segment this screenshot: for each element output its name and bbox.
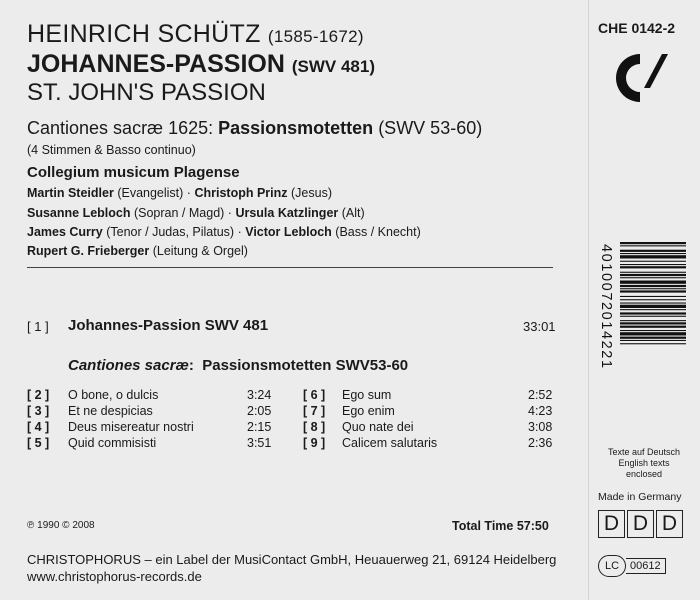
track-number: [ 9 ] (303, 436, 326, 450)
track-time: 2:15 (247, 420, 272, 434)
track-time: 4:23 (528, 404, 553, 418)
ddd-letter: D (598, 510, 625, 538)
track-title: Quo nate dei (342, 420, 414, 434)
barcode-bar (620, 316, 686, 317)
barcode (598, 240, 688, 440)
barcode-bar (620, 285, 686, 287)
barcode-bar (620, 309, 686, 310)
performer-role: (Bass / Knecht) (335, 225, 421, 239)
section-heading (68, 357, 408, 374)
divider (27, 267, 553, 268)
performer-name: Victor Lebloch (245, 225, 332, 239)
performer-role: (Jesus) (291, 186, 332, 200)
performer-name: Christoph Prinz (194, 186, 288, 200)
text-languages-note (598, 447, 690, 480)
composer-dates: (1585-1672) (267, 27, 364, 46)
track-title: Et ne despicias (68, 404, 153, 418)
track-number: [ 4 ] (27, 420, 50, 434)
note-line: Texte auf Deutsch (607, 447, 681, 457)
note-line: enclosed (625, 469, 663, 479)
track-time: 2:05 (247, 404, 272, 418)
section-title: Passionsmotetten SWV53-60 (202, 357, 409, 374)
barcode-bar (620, 277, 686, 278)
track-number: [ 3 ] (27, 404, 50, 418)
performer-name: Susanne Lebloch (27, 206, 131, 220)
track-title: Quid commisisti (68, 436, 157, 450)
track-time: 3:24 (247, 388, 272, 402)
total-time: Total Time 57:50 (452, 519, 549, 533)
track-number: [ 6 ] (303, 388, 326, 402)
track-number: [ 7 ] (303, 404, 326, 418)
performer-line (27, 244, 248, 258)
barcode-bar (620, 320, 686, 321)
barcode-bar (620, 326, 686, 328)
performer-name: Martin Steidler (27, 186, 114, 200)
barcode-bar (620, 296, 686, 297)
work-title-line (27, 50, 375, 79)
performer-line (27, 225, 421, 239)
barcode-bar (620, 242, 686, 244)
performer-line (27, 206, 365, 220)
cantiones-prefix: Cantiones sacræ 1625: (27, 118, 214, 138)
label-code (598, 555, 666, 577)
barcode-bar (620, 290, 686, 292)
section-colon: : (188, 357, 194, 374)
barcode-bar (620, 261, 686, 262)
barcode-bar (620, 322, 686, 324)
separator: · (227, 206, 232, 220)
performer-role: (Alt) (341, 206, 365, 220)
work-subtitle: ST. JOHN'S PASSION (27, 79, 266, 106)
christophorus-logo-icon (610, 48, 670, 108)
made-in: Made in Germany (598, 491, 682, 503)
cantiones-title: Passionsmotetten (218, 118, 374, 138)
performer-role: (Evangelist) (117, 186, 184, 200)
work-title: JOHANNES-PASSION (27, 50, 285, 78)
ddd-letter: D (656, 510, 683, 538)
barcode-bar (620, 312, 686, 314)
barcode-bar (620, 250, 686, 252)
performer-name: Ursula Katzlinger (235, 206, 339, 220)
barcode-bar (620, 264, 686, 265)
barcode-bar (620, 340, 686, 341)
barcode-bar (620, 330, 686, 331)
track-time: 33:01 (523, 319, 556, 334)
composer-name: HEINRICH SCHÜTZ (27, 20, 261, 48)
track-time: 2:52 (528, 388, 553, 402)
label-address: CHRISTOPHORUS – ein Label der MusiContact GmbH, Heuauerweg 21, 69124 Heidelberg (27, 552, 557, 567)
work-swv: (SWV 481) (291, 57, 376, 76)
performer-role: (Tenor / Judas, Pilatus) (106, 225, 235, 239)
track-title: Calicem salutaris (342, 436, 438, 450)
track-number: [ 1 ] (27, 319, 49, 334)
barcode-bar (620, 274, 686, 276)
composer-line (27, 20, 364, 49)
track-time: 3:08 (528, 420, 553, 434)
performer-name: Rupert G. Frieberger (27, 244, 150, 258)
barcode-bar (620, 266, 686, 268)
barcode-bar (620, 272, 686, 273)
copyright: ℗ 1990 © 2008 (27, 520, 95, 531)
barcode-bar (620, 253, 686, 254)
barcode-bar (620, 245, 686, 246)
barcode-bar (620, 337, 686, 339)
barcode-bar (620, 343, 686, 344)
performer-name: James Curry (27, 225, 103, 239)
performer-role: (Leitung & Orgel) (152, 244, 248, 258)
track-title: Deus misereatur nostri (68, 420, 194, 434)
barcode-bar (620, 305, 686, 308)
barcode-bar (620, 332, 686, 335)
lc-number: 00612 (626, 558, 666, 574)
track-time: 3:51 (247, 436, 272, 450)
catalog-number: CHE 0142-2 (598, 20, 676, 36)
cantiones-voices: (4 Stimmen & Basso continuo) (27, 143, 196, 157)
note-line: English texts (618, 458, 670, 468)
website-link[interactable]: www.christophorus-records.de (27, 569, 202, 584)
track-number: [ 8 ] (303, 420, 326, 434)
lc-circle: LC (598, 555, 626, 577)
section-italic: Cantiones sacræ (68, 357, 189, 374)
separator: · (186, 186, 191, 200)
barcode-digits: 4010072014221 (598, 244, 614, 370)
track-title: Johannes-Passion SWV 481 (68, 317, 269, 334)
track-title: Ego enim (342, 404, 395, 418)
track-time: 2:36 (528, 436, 553, 450)
track-number: [ 5 ] (27, 436, 50, 450)
ddd-code (598, 510, 685, 538)
performer-line (27, 186, 332, 200)
barcode-bars (620, 242, 686, 344)
track-title: Ego sum (342, 388, 392, 402)
barcode-bar (620, 281, 686, 284)
cantiones-line (27, 118, 482, 139)
performer-role: (Sopran / Magd) (133, 206, 225, 220)
track-title: O bone, o dulcis (68, 388, 159, 402)
ensemble-name: Collegium musicum Plagense (27, 164, 240, 181)
cantiones-swv: (SWV 53-60) (378, 118, 483, 138)
separator: · (237, 225, 242, 239)
barcode-bar (620, 255, 686, 258)
barcode-bar (620, 288, 686, 289)
barcode-bar (620, 303, 686, 304)
track-number: [ 2 ] (27, 388, 50, 402)
barcode-bar (620, 299, 686, 300)
ddd-letter: D (627, 510, 654, 538)
